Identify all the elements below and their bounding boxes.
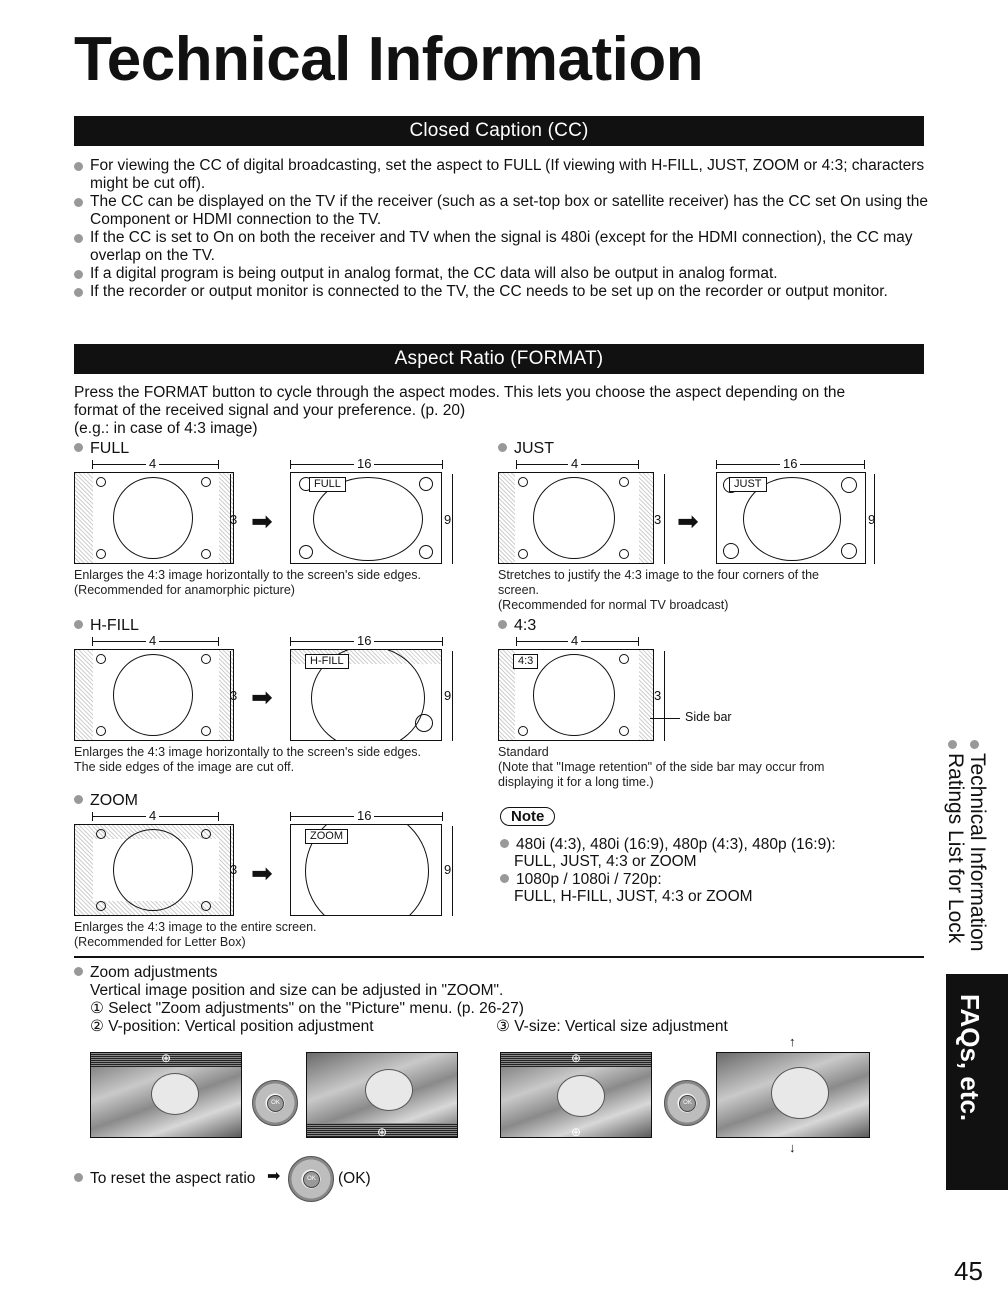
width-4-label: 4	[568, 633, 581, 648]
note-badge: Note	[500, 807, 555, 826]
format-tag: FULL	[309, 477, 346, 492]
bullet-icon	[74, 1173, 83, 1182]
section-header-aspect-ratio	[74, 344, 924, 374]
height-3-label: 3	[654, 688, 662, 703]
arrow-up-icon: ↑	[789, 1034, 796, 1049]
section-title: Aspect Ratio (FORMAT)	[394, 348, 604, 369]
width-4-label: 4	[568, 456, 581, 471]
diagram-full-after	[290, 472, 442, 564]
aspect-intro-line-1: Press the FORMAT button to cycle through the aspect modes. This lets you choose the aspect depending on the	[74, 384, 846, 401]
bullet-icon	[74, 795, 83, 804]
hfill-desc-1: Enlarges the 4:3 image horizontally to the screen's side edges.	[74, 745, 422, 759]
zoom-vsize-photo-before	[500, 1052, 652, 1138]
side-nav-links	[944, 740, 988, 951]
list-item: For viewing the CC of digital broadcasting, set the aspect to FULL (If viewing with H-FILL, JUST, ZOOM or 4:3; characters might be cut off).	[74, 157, 930, 193]
zoom-desc-2: (Recommended for Letter Box)	[74, 935, 246, 949]
zoom-step-2: ② V-position: Vertical position adjustment	[90, 1018, 374, 1035]
diagram-full-before	[74, 472, 234, 564]
4-3-desc-3: displaying it for a long time.)	[498, 775, 654, 789]
just-desc-1: Stretches to justify the 4:3 image to the four corners of the	[498, 568, 820, 582]
ok-label: (OK)	[338, 1170, 371, 1187]
zoom-desc-1: Enlarges the 4:3 image to the entire screen.	[74, 920, 317, 934]
hfill-desc-2: The side edges of the image are cut off.	[74, 760, 295, 774]
width-4-label: 4	[146, 633, 159, 648]
4-3-desc-1: Standard	[498, 745, 549, 759]
width-4-label: 4	[146, 808, 159, 823]
mode-label-4-3: 4:3	[498, 617, 536, 635]
format-tag: 4:3	[513, 654, 538, 669]
remote-dpad-icon: OK	[252, 1080, 298, 1126]
diagram-4-3	[498, 649, 654, 741]
note-item-1-line-2: FULL, JUST, 4:3 or ZOOM	[514, 853, 697, 870]
zoom-step-1: ① Select "Zoom adjustments" on the "Picture" menu. (p. 26-27)	[90, 1000, 524, 1017]
size-marker-icon: ⊕	[571, 1052, 582, 1065]
note-item-2: 1080p / 1080i / 720p:	[500, 871, 662, 889]
side-nav-link-ratings-list[interactable]: Ratings List for Lock	[944, 740, 966, 951]
bullet-icon	[500, 839, 509, 848]
full-desc-1: Enlarges the 4:3 image horizontally to the screen's side edges.	[74, 568, 422, 582]
zoom-vposition-photo-before	[90, 1052, 242, 1138]
zoom-adjustments-label: Zoom adjustments	[74, 964, 218, 982]
bullet-icon	[970, 740, 979, 749]
zoom-step-3: ③ V-size: Vertical size adjustment	[496, 1018, 728, 1035]
note-item-2-line-2: FULL, H-FILL, JUST, 4:3 or ZOOM	[514, 888, 753, 905]
height-3-label: 3	[230, 862, 238, 877]
width-16-label: 16	[354, 808, 374, 823]
list-item: If the CC is set to On on both the receiver and TV when the signal is 480i (except for the HDMI connection), the CC may overlap on the TV.	[74, 229, 930, 265]
bullet-icon	[500, 874, 509, 883]
page-title: Technical Information	[74, 25, 704, 94]
mode-label-just: JUST	[498, 440, 554, 458]
note-item-1: 480i (4:3), 480i (16:9), 480p (4:3), 480p (16:9):	[500, 836, 836, 854]
section-title: Closed Caption (CC)	[409, 120, 589, 141]
remote-dpad-icon: OK	[664, 1080, 710, 1126]
bullet-icon	[498, 443, 507, 452]
mode-label-full: FULL	[74, 440, 129, 458]
side-bar-label: Side bar	[685, 710, 732, 724]
just-desc-3: (Recommended for normal TV broadcast)	[498, 598, 729, 612]
mode-label-hfill: H-FILL	[74, 617, 139, 635]
section-header-closed-caption	[74, 116, 924, 146]
width-16-label: 16	[354, 633, 374, 648]
diagram-hfill-before	[74, 649, 234, 741]
ok-button-icon: OK	[288, 1156, 334, 1202]
height-9-label: 9	[868, 512, 876, 527]
arrow-right-icon: ➡	[251, 506, 273, 536]
list-item: The CC can be displayed on the TV if the receiver (such as a set-top box or satellite receiver) has the CC set On using the Component or HDMI connection to the TV.	[74, 193, 930, 229]
bullet-icon	[74, 620, 83, 629]
arrow-right-icon: ➡	[677, 506, 699, 536]
height-9-label: 9	[444, 862, 452, 877]
side-nav-link-technical-information[interactable]: Technical Information	[966, 740, 988, 951]
height-3-label: 3	[230, 512, 238, 527]
position-marker-icon: ⊕	[161, 1052, 172, 1065]
diagram-hfill-after	[290, 649, 442, 741]
zoom-adjustments-desc: Vertical image position and size can be adjusted in "ZOOM".	[90, 982, 504, 999]
mode-label-zoom: ZOOM	[74, 792, 138, 810]
bullet-icon	[74, 967, 83, 976]
aspect-intro-example: (e.g.: in case of 4:3 image)	[74, 420, 258, 437]
diagram-zoom-after	[290, 824, 442, 916]
bullet-icon	[948, 740, 957, 749]
reset-aspect-ratio-text: To reset the aspect ratio	[74, 1170, 255, 1188]
position-marker-icon: ⊕	[377, 1125, 388, 1138]
zoom-vsize-photo-after	[716, 1052, 870, 1138]
4-3-desc-2: (Note that "Image retention" of the side bar may occur from	[498, 760, 825, 774]
format-tag: H-FILL	[305, 654, 349, 669]
list-item: If the recorder or output monitor is connected to the TV, the CC needs to be set up on the recorder or output monitor.	[74, 283, 930, 301]
arrow-right-icon: ➡	[251, 682, 273, 712]
bullet-icon	[498, 620, 507, 629]
diagram-just-after	[716, 472, 866, 564]
side-tab-faqs[interactable]: FAQs, etc.	[946, 974, 1008, 1190]
size-marker-icon: ⊕	[571, 1125, 582, 1138]
width-16-label: 16	[354, 456, 374, 471]
width-16-label: 16	[780, 456, 800, 471]
full-desc-2: (Recommended for anamorphic picture)	[74, 583, 295, 597]
diagram-zoom-before	[74, 824, 234, 916]
arrow-down-icon: ↓	[789, 1140, 796, 1155]
page-number: 45	[954, 1256, 983, 1286]
diagram-just-before	[498, 472, 654, 564]
height-3-label: 3	[654, 512, 662, 527]
zoom-vposition-photo-after	[306, 1052, 458, 1138]
arrow-right-icon: ➡	[267, 1168, 281, 1185]
cc-bullet-list	[74, 157, 930, 301]
height-3-label: 3	[230, 688, 238, 703]
height-9-label: 9	[444, 512, 452, 527]
height-9-label: 9	[444, 688, 452, 703]
width-4-label: 4	[146, 456, 159, 471]
format-tag: JUST	[729, 477, 767, 492]
list-item: If a digital program is being output in analog format, the CC data will also be output in analog format.	[74, 265, 930, 283]
arrow-right-icon: ➡	[251, 858, 273, 888]
format-tag: ZOOM	[305, 829, 348, 844]
just-desc-2: screen.	[498, 583, 539, 597]
bullet-icon	[74, 443, 83, 452]
divider	[74, 956, 924, 958]
aspect-intro-line-2: format of the received signal and your preference. (p. 20)	[74, 402, 466, 419]
